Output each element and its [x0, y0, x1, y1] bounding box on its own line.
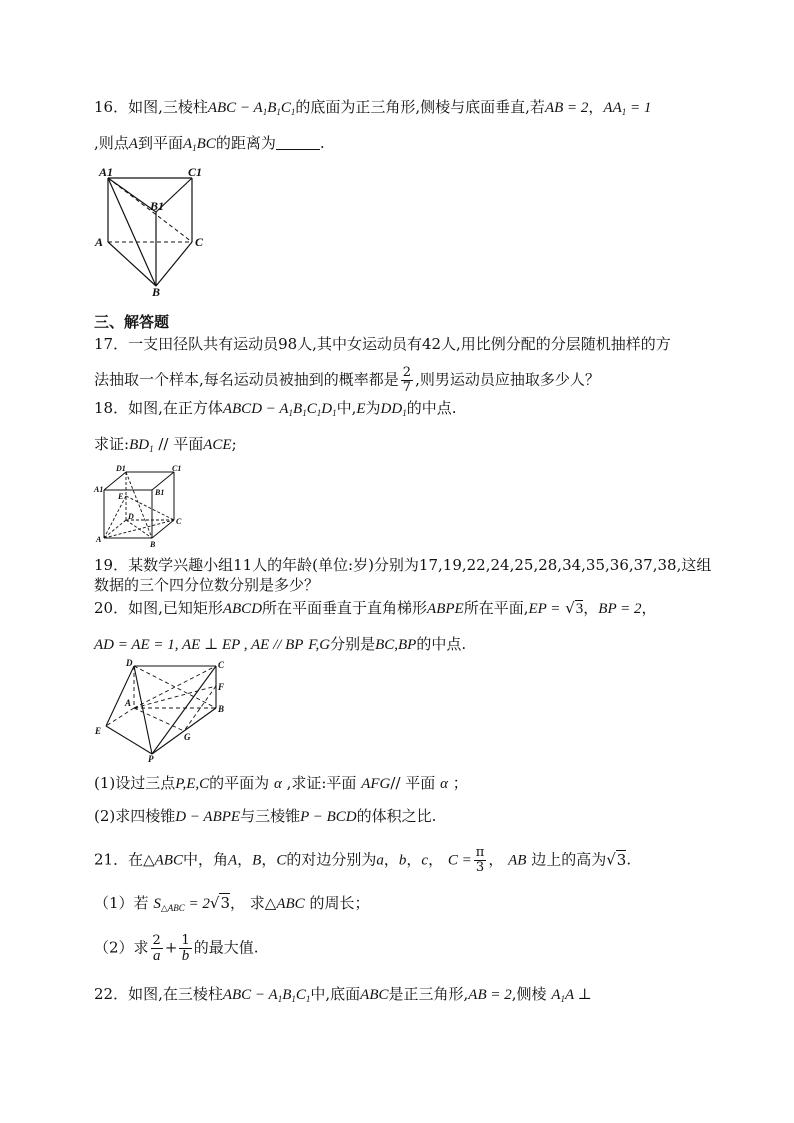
q17-fraction: $\frac{2}{7}$: [402, 365, 412, 395]
q20-line2: AD = AE = 1, AE ⊥ EP , AE // BP F,G分别是BC,BP的中点.: [94, 635, 467, 653]
q16-prism-figure: [92, 164, 212, 296]
q16-line2: ,则点A到平面$A_1BC$的距离为 .: [94, 134, 325, 153]
label-B1: B1: [150, 199, 165, 213]
label-P: P: [148, 754, 154, 762]
label-B1: B1: [155, 488, 165, 497]
label-F: F: [218, 682, 225, 692]
q21-part2: （2）求 $\frac{2}{a}$ + $\frac{1}{b}$ 的最大值.: [94, 933, 259, 964]
label-A: A: [125, 698, 132, 708]
q20-part1: (1)设过三点P,E,C的平面为 α ,求证:平面 AFG// 平面 α ；: [94, 774, 468, 792]
q18-line1: 18．如图,在正方体ABCD − $A_1B_1C_1D_1$中,E为$DD_1$的中点.: [94, 399, 457, 418]
q21-line1: 21．在△ABC中，角A，B，C的对边分别为a，b，c， C = $\frac{\pi}{3}$ ， AB 边上的高为√3.: [94, 845, 632, 875]
label-C: C: [218, 660, 225, 670]
label-B: B: [152, 285, 161, 296]
q22-line1: 22．如图,在三棱柱ABC − $A_1B_1C_1$中,底面ABC是正三角形,AB = 2,侧棱 $A_1A$ ⊥: [94, 985, 592, 1004]
label-G: G: [184, 732, 191, 742]
label-E: E: [95, 726, 102, 736]
q16-aa-eq: = 1: [629, 100, 652, 116]
q20-line1: 20．如图,已知矩形ABCD所在平面垂直于直角梯形ABPE所在平面,EP = √3，BP = 2，: [94, 599, 657, 617]
label-A: A: [95, 235, 104, 249]
q20-figure: [92, 654, 232, 762]
q21-part1: （1）若 $S_{\triangle ABC} = 2√3$， 求△ABC 的周长；: [94, 894, 370, 913]
label-B: B: [150, 540, 156, 548]
label-C1: C1: [172, 464, 182, 473]
label-E: E: [118, 492, 124, 501]
answer-blank[interactable]: [276, 135, 320, 150]
q18-proof: 求证$:BD_1$ // 平面ACE;: [94, 435, 237, 454]
q17-line1: 17．一支田径队共有运动员98人,其中女运动员有42人,用比例分配的分层随机抽样的方: [94, 335, 671, 353]
q16-line1: 16．如图,三棱柱ABC − $A_1B_1C_1$的底面为正三角形,侧棱与底面垂直,若AB = 2，$AA_1 = 1$: [94, 98, 652, 117]
label-C: C: [176, 517, 182, 526]
q19-line1: 19．某数学兴趣小组11人的年龄(单位:岁)分别为17,19,22,24,25,28,34,35,36,37,38,这组: [94, 556, 712, 574]
label-D: D: [126, 658, 133, 668]
q20-part2: (2)求四棱锥D − ABPE与三棱锥P − BCD的体积之比.: [94, 807, 437, 825]
q19-line2: 数据的三个四分位数分别是多少？: [94, 576, 320, 594]
q16-prism: ABC − $A_1B_1C_1$: [207, 100, 296, 117]
label-D1: D1: [116, 464, 126, 473]
label-C1: C1: [188, 165, 203, 179]
q17-line2: 法抽取一个样本,每名运动员被抽到的概率都是 $\frac{2}{7}$ ,则男运动员应抽取多少人？: [94, 365, 600, 395]
label-A: A: [96, 535, 102, 544]
label-A1: A1: [99, 165, 114, 179]
label-B: B: [218, 704, 225, 714]
q18-cube-figure: [92, 462, 184, 548]
section-title: 三、解答题: [94, 313, 170, 331]
label-C: C: [195, 235, 204, 249]
label-D: D: [128, 512, 134, 521]
q16-ab-eq: AB = 2: [544, 100, 589, 116]
label-A1: A1: [94, 485, 104, 494]
